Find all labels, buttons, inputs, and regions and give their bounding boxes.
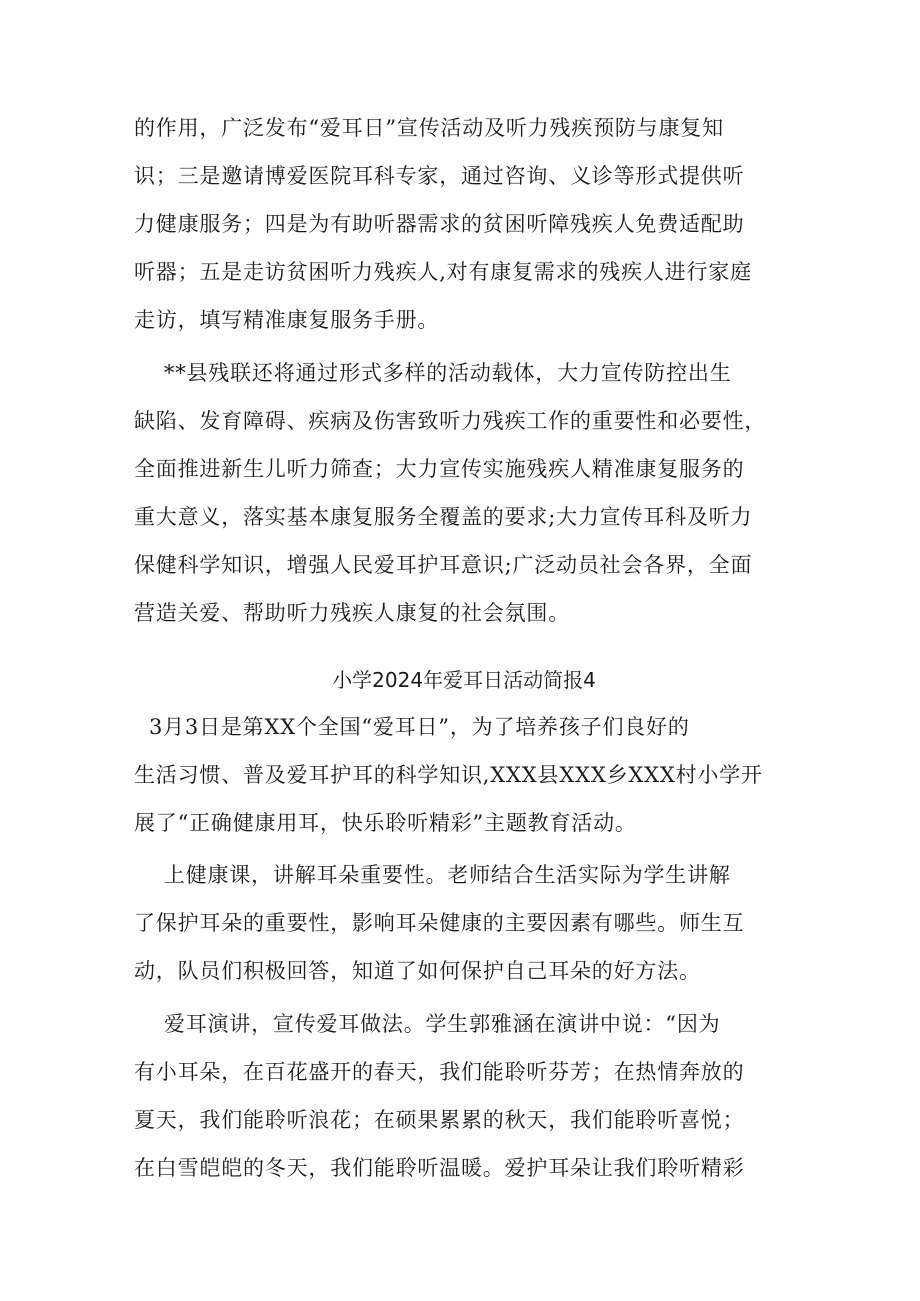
text-line: 识；三是邀请博爱医院耳科专家，通过咨询、义诊等形式提供听 bbox=[134, 164, 745, 188]
text-line: 重大意义，落实基本康复服务全覆盖的要求;大力宣传耳科及听力 bbox=[134, 505, 753, 529]
text-line: 走访，填写精准康复服务手册。 bbox=[134, 308, 440, 332]
text-line: 听器；五是走访贫困听力残疾人,对有康复需求的残疾人进行家庭 bbox=[134, 260, 752, 284]
text-line: 动，队员们积极回答，知道了如何保护自己耳朵的好方法。 bbox=[134, 959, 701, 983]
text-line: 3月3日是第XX个全国“爱耳日”，为了培养孩子们良好的 bbox=[134, 715, 690, 739]
text-line: 爱耳演讲，宣传爱耳做法。学生郭雅涵在演讲中说：“因为 bbox=[134, 1012, 721, 1036]
text-line: 了保护耳朵的重要性，影响耳朵健康的主要因素有哪些。师生互 bbox=[134, 911, 745, 935]
text-line: 全面推进新生儿听力筛查；大力宣传实施残疾人精准康复服务的 bbox=[134, 457, 745, 481]
text-line: 保健科学知识，增强人民爱耳护耳意识;广泛动员社会各界，全面 bbox=[134, 553, 753, 577]
text-line: 营造关爱、帮助听力残疾人康复的社会氛围。 bbox=[134, 601, 570, 625]
text-line: 生活习惯、普及爱耳护耳的科学知识,XXX县XXX乡XXX村小学开 bbox=[134, 763, 763, 787]
text-line: 力健康服务；四是为有助听器需求的贫困听障残疾人免费适配助 bbox=[134, 212, 745, 236]
text-line: **县残联还将通过形式多样的活动载体，大力宣传防控出生 bbox=[134, 361, 732, 385]
text-line: 夏天，我们能聆听浪花；在硕果累累的秋天，我们能聆听喜悦； bbox=[134, 1108, 745, 1132]
text-line: 展了“正确健康用耳，快乐聆听精彩”主题教育活动。 bbox=[134, 811, 637, 835]
section-heading: 小学2024年爱耳日活动简报4 bbox=[332, 668, 596, 692]
text-line: 缺陷、发育障碍、疾病及伤害致听力残疾工作的重要性和必要性， bbox=[134, 409, 767, 433]
text-line: 有小耳朵，在百花盛开的春天，我们能聆听芬芳；在热情奔放的 bbox=[134, 1060, 745, 1084]
text-line: 上健康课，讲解耳朵重要性。老师结合生活实际为学生讲解 bbox=[134, 863, 731, 887]
text-line: 的作用，广泛发布“爱耳日”宣传活动及听力残疾预防与康复知 bbox=[134, 116, 724, 140]
text-line: 在白雪皑皑的冬天，我们能聆听温暖。爱护耳朵让我们聆听精彩 bbox=[134, 1156, 745, 1180]
